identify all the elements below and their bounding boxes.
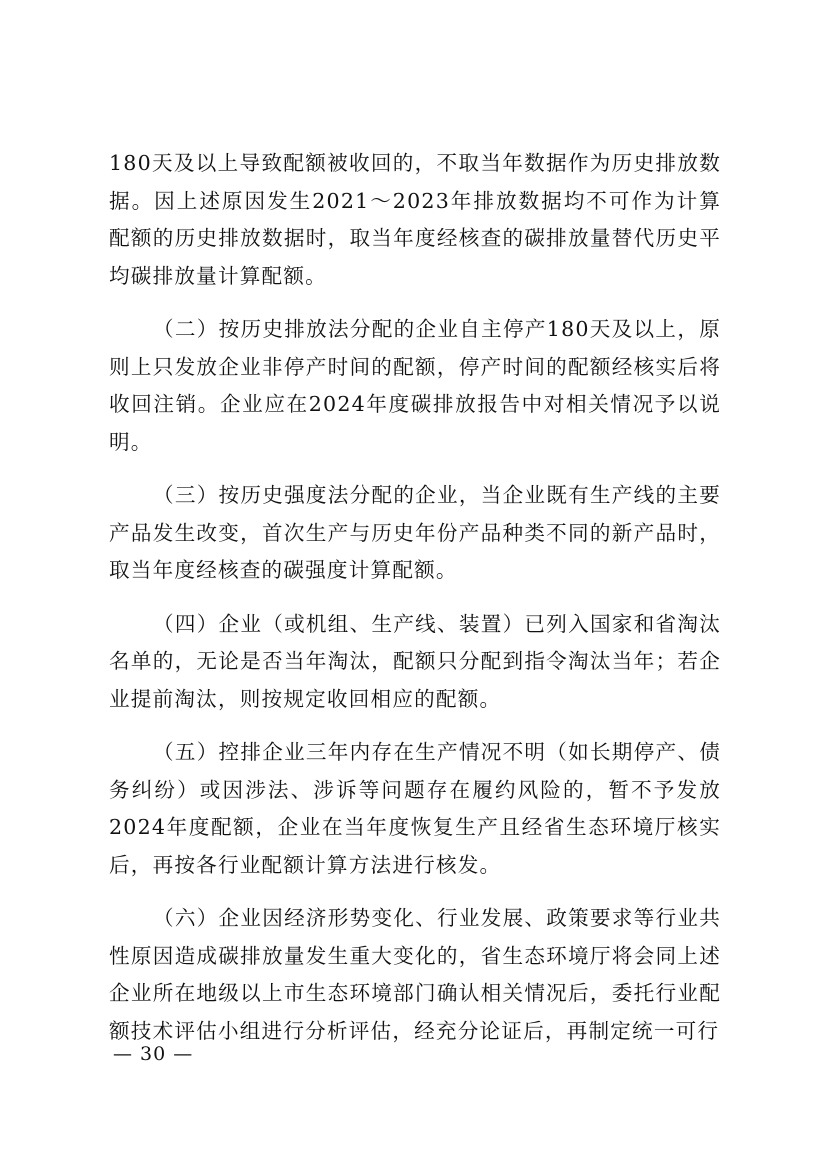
paragraph-item-3: （三）按历史强度法分配的企业，当企业既有生产线的主要产品发生改变，首次生产与历史年份产品种类不同的新产品时，取当年度经核查的碳强度计算配额。	[109, 483, 721, 582]
document-body	[109, 145, 721, 1066]
paragraph-item-4: （四）企业（或机组、生产线、装置）已列入国家和省淘汰名单的，无论是否当年淘汰，配额只分配到指令淘汰当年；若企业提前淘汰，则按规定收回相应的配额。	[109, 611, 721, 711]
page-number: — 30 —	[113, 1043, 194, 1065]
paragraph-item-6: （六）企业因经济形势变化、行业发展、政策要求等行业共性原因造成碳排放量发生重大变化的，省生态环境厅将会同上述企业所在地级以上市生态环境部门确认相关情况后，委托行业配额技术评估小组进行分析评估，经充分论证后，再制定统一可行	[109, 906, 721, 1043]
paragraph-item-5: （五）控排企业三年内存在生产情况不明（如长期停产、债务纠纷）或因涉法、涉诉等问题存在履约风险的，暂不予发放2024年度配额，企业在当年度恢复生产且经省生态环境厅核实后，再按各行业配额计算方法进行核发。	[109, 740, 721, 877]
paragraph-continuation: 180天及以上导致配额被收回的，不取当年数据作为历史排放数据。因上述原因发生2021～2023年排放数据均不可作为计算配额的历史排放数据时，取当年度经核查的碳排放量替代历史平均碳排放量计算配额。	[109, 151, 721, 288]
paragraph-item-2: （二）按历史排放法分配的企业自主停产180天及以上，原则上只发放企业非停产时间的配额，停产时间的配额经核实后将收回注销。企业应在2024年度碳排放报告中对相关情况予以说明。	[109, 317, 721, 454]
